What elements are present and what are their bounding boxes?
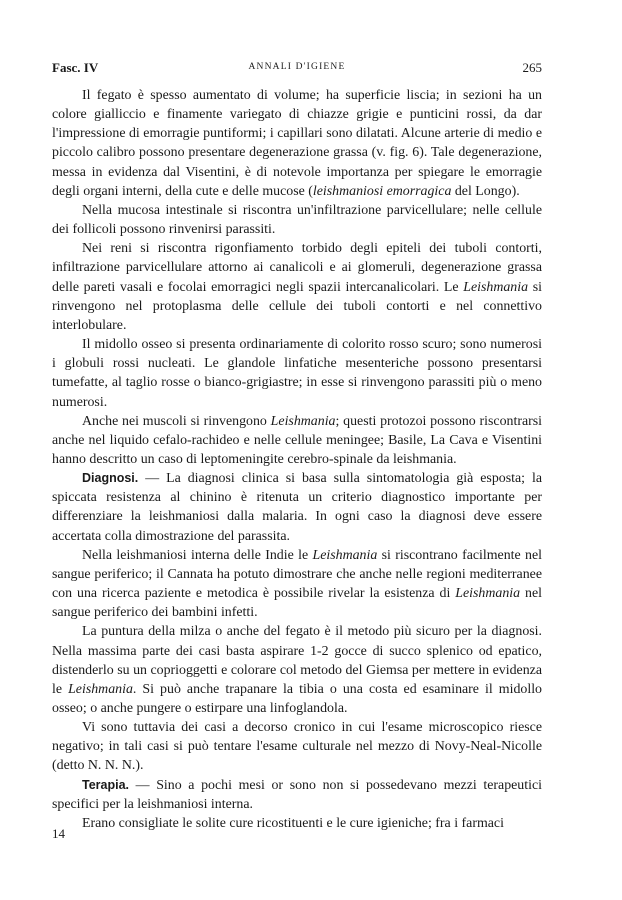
text-run: . Si può anche trapanare la tibia o una costa ed esaminare il midollo osseo; o anche pungere o estirpare una linfoglandola. <box>52 681 542 716</box>
body-text <box>52 86 542 833</box>
paragraph <box>52 201 542 239</box>
paragraph <box>52 412 542 469</box>
page-number: 265 <box>522 60 542 75</box>
journal-title: ANNALI D'IGIENE <box>248 62 346 72</box>
running-header <box>52 60 542 80</box>
text-run: si rinvengono nel protoplasma delle cellule dei tuboli contorti e nel connettivo interlobulare. <box>52 279 542 333</box>
paragraph <box>52 469 542 546</box>
text-run: del Longo). <box>451 183 520 199</box>
paragraph <box>52 622 542 718</box>
paragraph <box>52 86 542 201</box>
paragraph <box>52 335 542 412</box>
italic-term: Leishmania <box>463 279 529 295</box>
italic-term: Leishmania <box>270 413 336 429</box>
text-run: — La diagnosi clinica si basa sulla sintomatologia già esposta; la spiccata resistenza al chinino è ritenuta un criterio diagnostico importante per differenziare la leishmaniosi dalla malaria. In ogni caso la diagnosi deve essere accertata colla dimostrazione del parassita. <box>52 471 542 544</box>
text-run: ; questi protozoi possono riscontrarsi anche nel liquido cefalo-rachideo e nelle cellule meningee; Basile, La Cava e Visentini hanno descritto un caso di leptomeningite cerebro-spinale da leishmania. <box>52 413 542 467</box>
text-run: Nella leishmaniosi interna delle Indie le <box>82 547 313 563</box>
fascicle-label: Fasc. IV <box>52 60 99 75</box>
text-run: Il fegato è spesso aumentato di volume; ha superficie liscia; in sezioni ha un colore gialliccio e finamente variegato di chiazze grigie e punticini rossi, da dar l'impressione di emorragie puntiformi; i capillari sono dilatati. Alcune arterie di medio e piccolo calibro possono presentare degenerazione grassa (v. fig. 6). Tale degenerazione, messa in evidenza dal Visentini, è di notevole importanza per spiegare le emorragie degli organi interni, della cute e delle mucose ( <box>52 88 542 199</box>
text-run: Nei reni si riscontra rigonfiamento torbido degli epiteli dei tuboli contorti, infiltrazione parvicellulare attorno ai canalicoli e ai glomeruli, degenerazione grassa delle pareti vasali e focolai emorragici negli spazii intercanalicolari. Le <box>52 241 542 295</box>
text-run: Nella mucosa intestinale si riscontra un'infiltrazione parvicellulare; nelle cellule dei follicoli possono rinvenirsi parassiti. <box>52 202 542 238</box>
paragraph <box>52 546 542 623</box>
section-label: Terapia. <box>82 777 130 792</box>
italic-term: Leishmania <box>455 586 521 602</box>
text-run: — Sino a pochi mesi or sono non si possedevano mezzi terapeutici specifici per la leishmaniosi interna. <box>52 777 542 812</box>
text-run: si riscontrano facilmente nel sangue periferico; il Cannata ha potuto dimostrare che anche nelle regioni mediterranee con una ricerca paziente e metodica è possibile rivelar la esistenza di <box>52 547 542 602</box>
paragraph <box>52 239 542 335</box>
section-label: Diagnosi. <box>82 471 139 486</box>
italic-term: leishmaniosi emorragica <box>312 183 452 199</box>
paragraph <box>52 718 542 775</box>
text-run: Vi sono tuttavia dei casi a decorso cronico in cui l'esame microscopico riesce negativo; in tali casi si può tentare l'esame culturale nel mezzo di Novy-Neal-Nicolle (detto N. N. N.). <box>52 720 542 774</box>
signature-mark: 14 <box>52 826 65 841</box>
text-run: Anche nei muscoli si rinvengono <box>82 413 271 429</box>
text-run: La puntura della milza o anche del fegato è il metodo più sicuro per la diagnosi. Nella massima parte dei casi basta aspirare 1-2 gocce di succo splenico od epatico, distenderlo su un coprioggetti e colorare col metodo del Giemsa per mettere in evidenza le <box>52 624 542 697</box>
paragraph <box>52 814 542 833</box>
italic-term: Leishmania <box>312 547 378 563</box>
paragraph <box>52 776 542 814</box>
text-run: Erano consigliate le solite cure ricostituenti e le cure igieniche; fra i farmaci <box>82 815 504 831</box>
text-run: nel sangue periferico dei bambini infetti. <box>52 586 543 621</box>
text-run: Il midollo osseo si presenta ordinariamente di colorito rosso scuro; sono numerosi i globuli rossi nucleati. Le glandole linfatiche mesenteriche possono presentarsi tumefatte, al taglio rosse o bianco-grigiastre; in esse si rinvengono parassiti più o meno numerosi. <box>52 337 542 410</box>
italic-term: Leishmania <box>68 681 133 697</box>
